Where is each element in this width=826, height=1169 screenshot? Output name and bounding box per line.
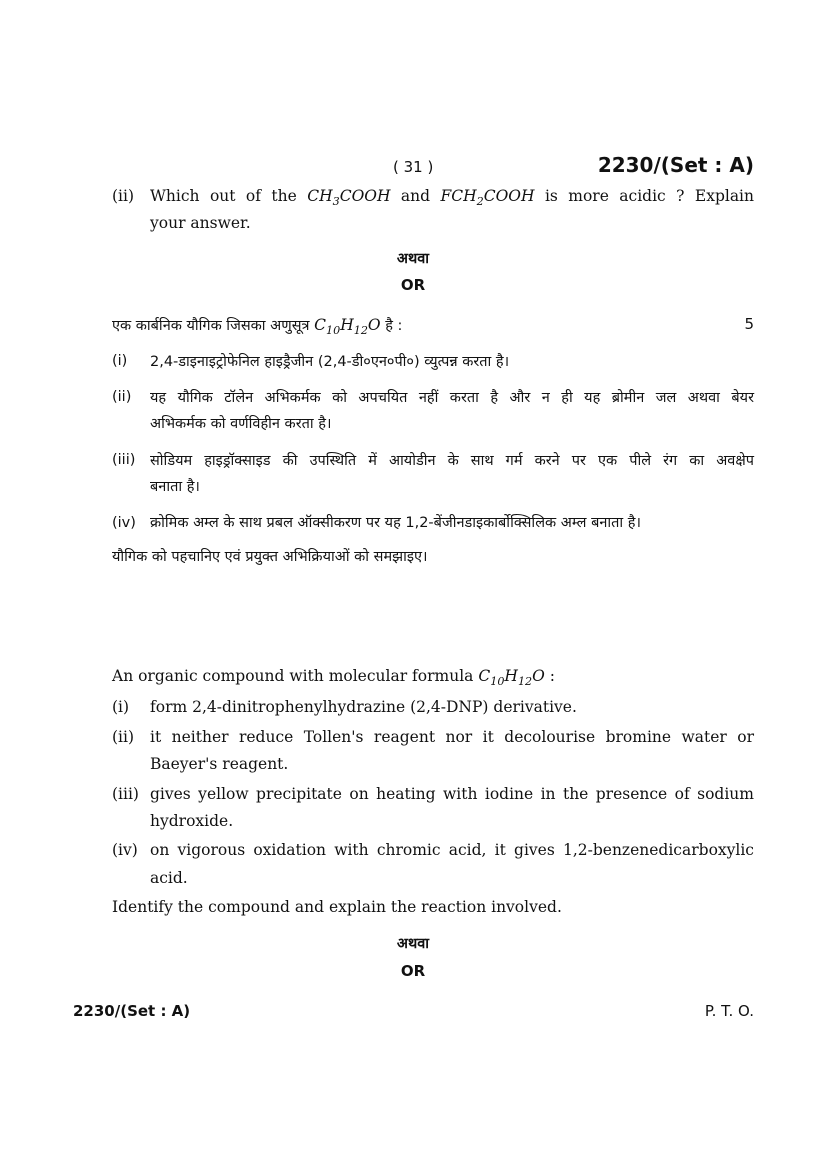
page-number: ( 31 )	[393, 158, 434, 176]
q-ii-text-a: Which out of the	[150, 187, 308, 205]
english-closing: Identify the compound and explain the reaction involved.	[112, 898, 562, 916]
question-ii-line1	[150, 187, 754, 208]
or-english-2: OR	[400, 962, 426, 980]
hindi-item-1-text: 2,4-डाइनाइट्रोफेनिल हाइड्रैजीन (2,4-डी०एन०पी०) व्युत्पन्न करता है।	[150, 354, 510, 370]
formula-c10h12o-english: $C_{10}H_{12}O$	[478, 667, 545, 688]
hindi-item-3-line2: बनाता है।	[150, 479, 200, 495]
hindi-intro-a: एक कार्बनिक यौगिक जिसका अणुसूत्र	[112, 318, 315, 334]
or-hindi-1: अथवा	[396, 251, 430, 267]
english-item-3-number: (iii)	[112, 785, 139, 803]
hindi-item-3-line1: सोडियम हाइड्रॉक्साइड की उपस्थिति में आयोडीन के साथ गर्म करने पर एक पीले रंग का अवक्षेप	[150, 453, 754, 469]
english-item-1-number: (i)	[112, 698, 130, 716]
english-item-2-line2: Baeyer's reagent.	[150, 755, 289, 773]
hindi-intro	[112, 315, 402, 335]
english-item-4-line2: acid.	[150, 869, 188, 887]
q-ii-text-b: and	[390, 187, 441, 205]
english-item-3-line1: gives yellow precipitate on heating with iodine in the presence of sodium	[150, 785, 754, 803]
marks: 5	[744, 315, 754, 333]
question-ii-number: (ii)	[112, 187, 135, 205]
q-ii-text-c: is more acidic ? Explain	[534, 187, 754, 205]
formula-fch2cooh: $FCH_2COOH$	[440, 187, 535, 208]
english-item-4-line1: on vigorous oxidation with chromic acid, it gives 1,2-benzenedicarboxylic	[150, 841, 754, 859]
formula-c10h12o-hindi: $C_{10}H_{12}O$	[314, 316, 381, 337]
english-item-2-line1: it neither reduce Tollen's reagent nor it decolourise bromine water or	[150, 728, 754, 746]
hindi-item-1-number: (i)	[112, 353, 128, 369]
hindi-item-3-number: (iii)	[112, 452, 136, 468]
english-intro-b: :	[544, 667, 556, 685]
english-intro	[112, 667, 556, 688]
hindi-intro-b: है :	[380, 318, 403, 334]
formula-ch3cooh: $CH_3COOH$	[307, 187, 391, 208]
hindi-item-4-text: क्रोमिक अम्ल के साथ प्रबल ऑक्सीकरण पर यह 1,2-बेंजीनडाइकार्बोक्सिलिक अम्ल बनाता है।	[150, 515, 641, 531]
hindi-item-2-line1: यह यौगिक टॉलेन अभिकर्मक को अपचयित नहीं करता है और न ही यह ब्रोमीन जल अथवा बेयर	[150, 390, 754, 406]
english-item-4-number: (iv)	[112, 841, 138, 859]
hindi-item-2-number: (ii)	[112, 389, 132, 405]
english-intro-a: An organic compound with molecular formula	[112, 667, 479, 685]
question-ii-line2: your answer.	[150, 214, 251, 232]
hindi-item-4-number: (iv)	[112, 515, 136, 531]
english-item-3-line2: hydroxide.	[150, 812, 234, 830]
english-item-2-number: (ii)	[112, 728, 135, 746]
english-item-1-text: form 2,4-dinitrophenylhydrazine (2,4-DNP) derivative.	[150, 698, 577, 716]
hindi-closing: यौगिक को पहचानिए एवं प्रयुक्त अभिक्रियाओं को समझाइए।	[112, 549, 428, 565]
header-paper-code: 2230/(Set : A)	[597, 153, 754, 177]
footer-paper-code: 2230/(Set : A)	[73, 1002, 191, 1020]
or-hindi-2: अथवा	[396, 936, 430, 952]
hindi-item-2-line2: अभिकर्मक को वर्णविहीन करता है।	[150, 416, 332, 432]
or-english-1: OR	[400, 276, 426, 294]
footer-pto: P. T. O.	[704, 1002, 754, 1020]
